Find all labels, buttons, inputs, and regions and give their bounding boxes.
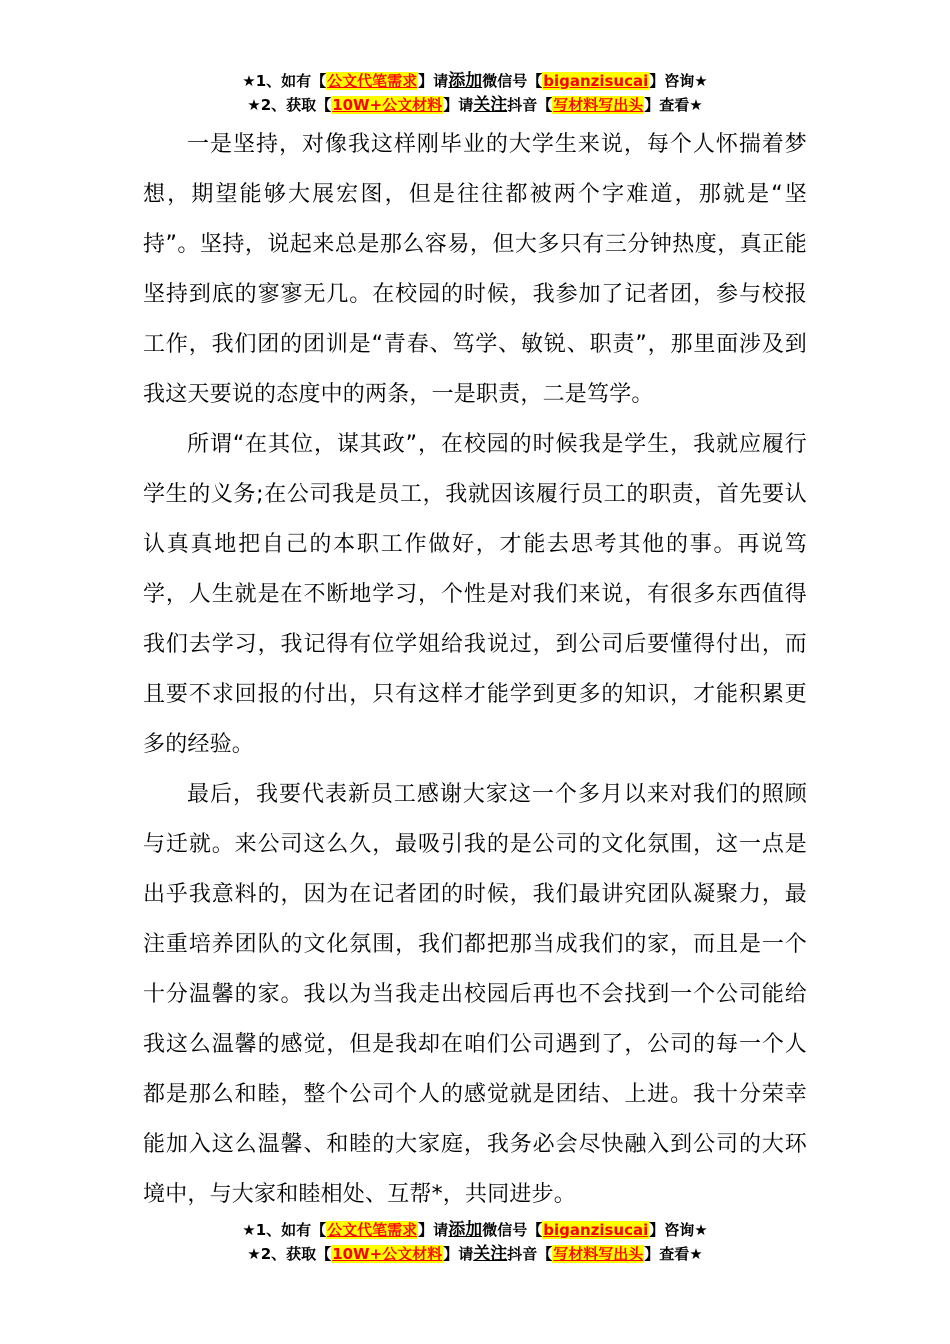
promo-text: 微信号【: [482, 72, 543, 90]
promo-line-1: [0, 1218, 950, 1242]
paragraph: 一是坚持，对像我这样刚毕业的大学生来说，每个人怀揣着梦想，期望能够大展宏图，但是往往都被两个字难道，那就是“坚持”。坚持，说起来总是那么容易，但大多只有三分钟热度，真正能坚持到底的寥寥无几。在校园的时候，我参加了记者团，参与校报工作，我们团的团训是“青春、笃学、敏锐、职责”，那里面涉及到我这天要说的态度中的两条，一是职责，二是笃学。: [143, 132, 807, 407]
promo-text: ★1、如有【: [242, 1221, 327, 1239]
promo-text: 】请: [443, 96, 474, 114]
promo-text: 】请: [443, 1245, 474, 1263]
wechat-id-highlight: biganzisucai: [543, 72, 649, 90]
promo-text: 】咨询★: [649, 72, 708, 90]
promo-text: ★2、获取【: [247, 1245, 332, 1263]
promo-highlight: 10W+公文材料: [332, 96, 443, 114]
footer-banner: [0, 1218, 950, 1266]
promo-emphasis: 添加: [448, 1220, 483, 1240]
promo-text: 抖音【: [507, 1245, 553, 1263]
douyin-name-highlight: 写材料写出头: [553, 96, 644, 114]
promo-text: ★1、如有【: [242, 72, 327, 90]
promo-highlight: 公文代笔需求: [327, 1221, 418, 1239]
promo-emphasis: 关注: [473, 1244, 508, 1264]
promo-text: 微信号【: [482, 1221, 543, 1239]
promo-emphasis: 关注: [473, 95, 508, 115]
promo-line-2: [0, 1242, 950, 1266]
header-banner: [0, 69, 950, 117]
promo-text: 】查看★: [644, 96, 703, 114]
promo-line-2: [0, 93, 950, 117]
promo-text: 】请: [418, 72, 449, 90]
promo-text: 】咨询★: [649, 1221, 708, 1239]
promo-text: 抖音【: [507, 96, 553, 114]
promo-emphasis: 添加: [448, 71, 483, 91]
promo-text: 】查看★: [644, 1245, 703, 1263]
douyin-name-highlight: 写材料写出头: [553, 1245, 644, 1263]
wechat-id-highlight: biganzisucai: [543, 1221, 649, 1239]
document-body: [143, 120, 807, 1220]
paragraph: 所谓“在其位，谋其政”，在校园的时候我是学生，我就应履行学生的义务;在公司我是员工，我就因该履行员工的职责，首先要认认真真地把自己的本职工作做好，才能去思考其他的事。再说笃学，人生就是在不断地学习，个性是对我们来说，有很多东西值得我们去学习，我记得有位学姐给我说过，到公司后要懂得付出，而且要不求回报的付出，只有这样才能学到更多的知识，才能积累更多的经验。: [143, 432, 807, 757]
promo-highlight: 10W+公文材料: [332, 1245, 443, 1263]
paragraph: 最后，我要代表新员工感谢大家这一个多月以来对我们的照顾与迁就。来公司这么久，最吸引我的是公司的文化氛围，这一点是出乎我意料的，因为在记者团的时候，我们最讲究团队凝聚力，最注重培养团队的文化氛围，我们都把那当成我们的家，而且是一个十分温馨的家。我以为当我走出校园后再也不会找到一个公司能给我这么温馨的感觉，但是我却在咱们公司遇到了，公司的每一个人都是那么和睦，整个公司个人的感觉就是团结、上进。我十分荣幸能加入这么温馨、和睦的大家庭，我务必会尽快融入到公司的大环境中，与大家和睦相处、互帮*，共同进步。: [143, 782, 807, 1207]
promo-line-1: [0, 69, 950, 93]
promo-text: ★2、获取【: [247, 96, 332, 114]
promo-text: 】请: [418, 1221, 449, 1239]
promo-highlight: 公文代笔需求: [327, 72, 418, 90]
